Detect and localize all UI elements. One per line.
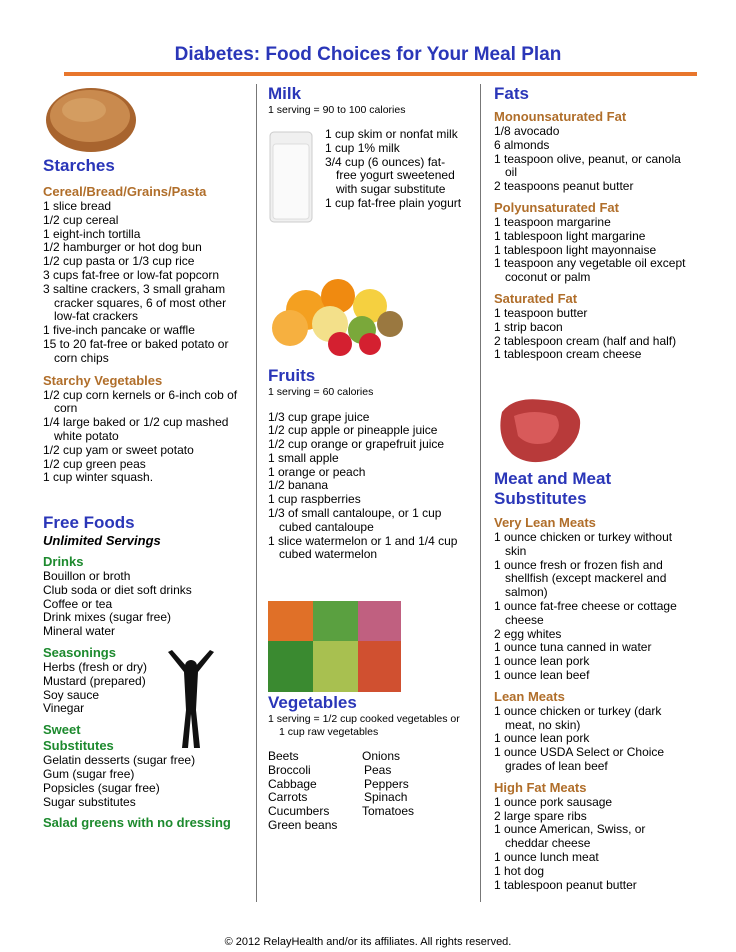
list-item: cubed cantaloupe [279,519,374,534]
list-item: Tomatoes [362,804,415,819]
list-item: 1 ounce chicken or turkey without [494,530,673,544]
list-item: 1 ounce American, Swiss, or [494,822,646,837]
list-item: Broccoli [268,762,311,777]
list-item: 1 teaspoon olive, peanut, or canola [494,151,681,166]
milk-section [268,84,473,117]
list-item: 1 orange or peach [268,464,366,479]
list-item: 6 almonds [494,137,550,152]
list-item: 1 teaspoon margarine [494,214,611,229]
list-item: cubed watermelon [279,547,378,562]
list-item: 1/2 cup green peas [43,456,146,471]
vegetables-serving-2: 1 cup raw vegetables [279,725,379,738]
list-item: grades of lean beef [505,758,608,773]
list-item: 1 ounce fresh or frozen fish and [494,557,663,572]
list-item: 1/3 cup grape juice [268,409,370,424]
list-item: Gum (sugar free) [43,766,135,781]
list-item: salmon) [505,585,548,600]
list-item: Green beans [268,817,338,832]
list-item: 1 cup winter squash. [43,470,154,485]
steak-image [494,392,584,466]
free-foods-subheading: Unlimited Servings [43,533,161,548]
vegetables-section [268,693,478,833]
lean-heading: Lean Meats [494,688,565,704]
list-item: 1/2 cup orange or grapefruit juice [268,437,445,452]
list-item: cheese [505,612,544,627]
list-item: 1 slice bread [43,199,112,213]
list-item: 1 tablespoon light margarine [494,228,646,243]
list-item: 2 tablespoon cream (half and half) [494,333,677,348]
list-item: Club soda or diet soft drinks [43,582,192,597]
cereal-heading: Cereal/Bread/Grains/Pasta [43,184,207,199]
list-item: with sugar substitute [336,182,446,197]
list-item: 2 teaspoons peanut butter [494,179,634,194]
milk-list [325,128,475,211]
milk-heading: Milk [268,84,302,103]
list-item: 1 teaspoon any vegetable oil except [494,256,686,271]
free-foods-heading: Free Foods [43,513,135,532]
vegetables-heading: Vegetables [268,693,357,712]
list-item: free yogurt sweetened [336,168,455,183]
list-item: 1/2 cup yam or sweet potato [43,442,194,457]
list-item: 1 tablespoon light mayonnaise [494,242,657,257]
list-item: 1/2 cup pasta or 1/3 cup rice [43,254,195,269]
list-item: 1 ounce tuna canned in water [494,640,652,655]
list-item: Onions [362,749,401,763]
meat-section [494,469,714,892]
column-divider-right [480,84,481,902]
list-item: low-fat crackers [54,309,139,324]
starchy-veg-heading: Starchy Vegetables [43,372,163,388]
list-item: 15 to 20 fat-free or baked potato or [43,336,229,351]
list-item: shellfish (except mackerel and [505,571,667,586]
list-item: 1 ounce chicken or turkey (dark [494,703,662,718]
mono-heading: Monounsaturated Fat [494,109,627,124]
list-item: Peas [364,762,392,777]
list-item: white potato [54,428,119,443]
list-item: 1 tablespoon cream cheese [494,347,642,362]
list-item: corn [54,401,78,416]
list-item: 2 egg whites [494,626,562,641]
salad-note: Salad greens with no dressing [43,815,231,831]
list-item: Herbs (fresh or dry) [43,659,148,674]
seasonings-heading: Seasonings [43,644,116,660]
list-item: 3 saltine crackers, 3 small graham [43,281,226,296]
list-item: Coffee or tea [43,596,113,611]
list-item: 1/8 avocado [494,124,560,138]
list-item: Vinegar [43,701,85,716]
list-item: 1 ounce pork sausage [494,794,613,809]
milk-glass-image [266,130,316,224]
column-divider-left [256,84,257,902]
list-item: 1/2 banana [268,478,329,493]
milk-serving: 1 serving = 90 to 100 calories [268,104,406,116]
list-item: 1 cup raspberries [268,492,361,507]
list-item: Mineral water [43,624,116,639]
vegetables-serving: 1 serving = 1/2 cup cooked vegetables or [268,713,460,725]
fruits-serving: 1 serving = 60 calories [268,386,374,398]
copyright-footer: © 2012 RelayHealth and/or its affiliates. All rights reserved. [224,936,512,948]
list-item: 1/2 cup cereal [43,212,119,227]
list-item: meat, no skin) [505,717,581,732]
list-item: Beets [268,749,299,763]
list-item: 2 large spare ribs [494,808,587,823]
list-item: 1 cup fat-free plain yogurt [325,195,462,210]
vegetables-list-right [362,750,414,833]
starches-section [43,156,253,485]
sweet-heading: Sweet [43,722,81,738]
free-foods-section [43,513,253,831]
meat-heading: Meat and Meat [494,469,612,488]
list-item: Sugar substitutes [43,794,136,809]
list-item: Gelatin desserts (sugar free) [43,753,196,768]
list-item: 1 ounce fat-free cheese or cottage [494,598,677,613]
list-item: 1 cup 1% milk [325,140,400,155]
list-item: Bouillon or broth [43,569,131,583]
fruits-section [268,366,473,562]
list-item: 1 teaspoon butter [494,305,588,320]
list-item: Popsicles (sugar free) [43,780,160,795]
list-item: 1 slice watermelon or 1 and 1/4 cup [268,533,458,548]
sweet-heading-2: Substitutes [43,738,114,754]
fats-section [494,84,714,362]
list-item: 1 ounce USDA Select or Choice [494,745,665,760]
list-item: 1 ounce lean beef [494,667,590,682]
list-item: Peppers [364,776,409,791]
list-item: 1/4 large baked or 1/2 cup mashed [43,415,229,430]
list-item: 1 small apple [268,450,339,465]
list-item: cracker squares, 6 of most other [54,295,227,310]
list-item: 1 ounce lean pork [494,654,590,669]
list-item: 1 hot dog [494,863,545,878]
list-item: Cabbage [268,776,317,791]
drinks-heading: Drinks [43,554,84,569]
vegetables-list-left [268,750,362,833]
list-item: 1 cup skim or nonfat milk [325,127,458,141]
list-item: 1/2 cup apple or pineapple juice [268,423,438,438]
fats-heading: Fats [494,84,529,103]
meat-heading-2: Substitutes [494,489,587,508]
list-item: cheddar cheese [505,836,591,851]
vegetables-image [268,601,401,692]
list-item: skin [505,543,527,558]
list-item: Carrots [268,790,308,805]
list-item: 3 cups fat-free or low-fat popcorn [43,267,220,282]
fruits-heading: Fruits [268,366,316,385]
page-title: Diabetes: Food Choices for Your Meal Plan [174,44,562,65]
list-item: 1 ounce lunch meat [494,849,599,864]
list-item: Soy sauce [43,687,100,702]
list-item: 3/4 cup (6 ounces) fat- [325,154,446,169]
list-item: 1/2 cup corn kernels or 6-inch cob of [43,387,238,402]
poly-heading: Polyunsaturated Fat [494,199,619,215]
list-item: 1 tablespoon peanut butter [494,877,637,892]
list-item: coconut or palm [505,270,591,285]
very-lean-heading: Very Lean Meats [494,515,596,530]
list-item: 1 ounce lean pork [494,731,590,746]
fruits-image [270,278,406,358]
bread-image [44,82,138,154]
list-item: 1 eight-inch tortilla [43,226,141,241]
list-item: 1 strip bacon [494,319,563,334]
list-item: Drink mixes (sugar free) [43,610,172,625]
list-item: Mustard (prepared) [43,673,146,688]
high-fat-heading: High Fat Meats [494,779,587,795]
list-item: 1 five-inch pancake or waffle [43,323,195,338]
list-item: Spinach [364,790,408,805]
list-item: 1/3 of small cantaloupe, or 1 cup [268,506,442,521]
sat-heading: Saturated Fat [494,290,578,306]
title-rule [64,72,697,76]
list-item: oil [505,165,518,180]
list-item: corn chips [54,350,109,365]
list-item: Cucumbers [268,804,330,819]
starches-heading: Starches [43,156,115,175]
list-item: 1/2 hamburger or hot dog bun [43,240,202,255]
